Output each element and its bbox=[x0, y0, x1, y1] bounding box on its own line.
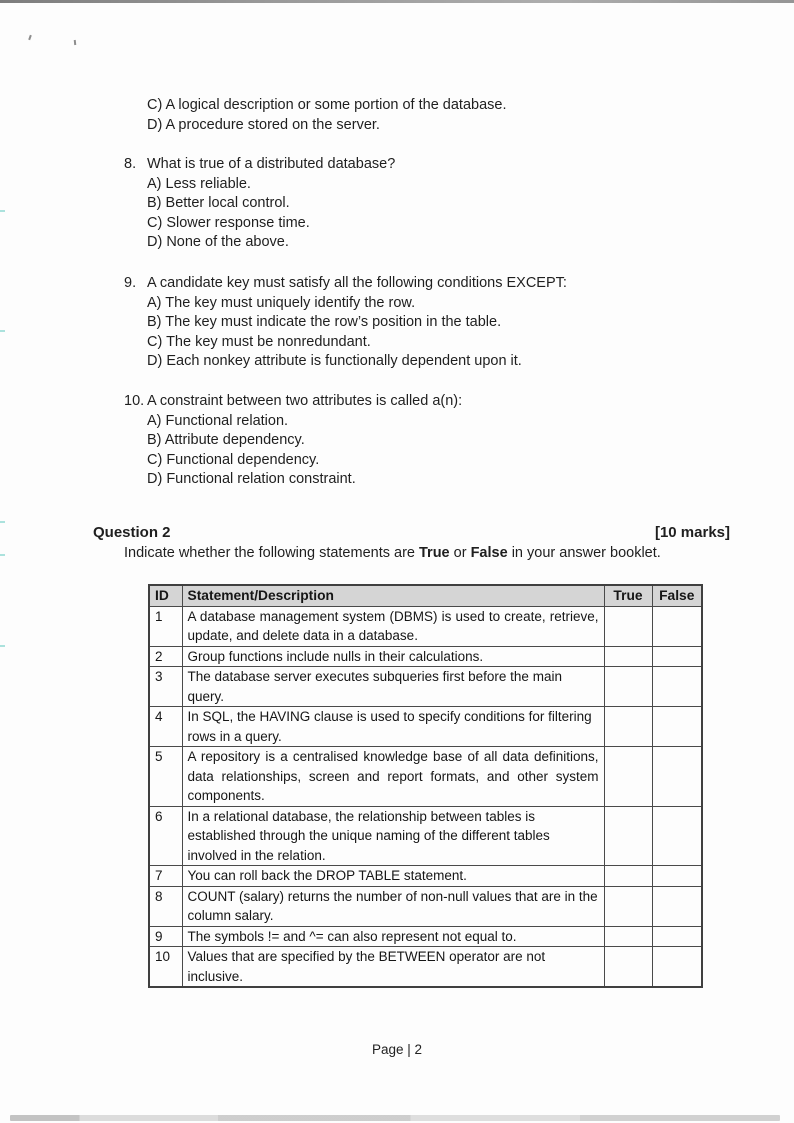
option-line: A) Less reliable. bbox=[147, 175, 251, 192]
statement-cell: COUNT (salary) returns the number of non-null values that are in the column salary. bbox=[182, 886, 604, 926]
question-options bbox=[147, 294, 567, 372]
question-line bbox=[124, 274, 567, 294]
true-answer-cell bbox=[604, 947, 652, 988]
table-row bbox=[149, 747, 702, 807]
question-line bbox=[124, 155, 395, 175]
row-id-cell: 9 bbox=[149, 926, 182, 947]
false-answer-cell bbox=[652, 606, 702, 646]
question-text: What is true of a distributed database? bbox=[147, 156, 396, 172]
option-line: C) A logical description or some portion of the database. bbox=[147, 97, 507, 113]
question7-options-block bbox=[147, 96, 506, 135]
false-answer-cell bbox=[652, 886, 702, 926]
question-block-10 bbox=[124, 392, 462, 490]
question-text: A candidate key must satisfy all the following conditions EXCEPT: bbox=[147, 275, 567, 291]
table-row bbox=[149, 667, 702, 707]
row-id-cell: 8 bbox=[149, 886, 182, 926]
statement-cell: The database server executes subqueries first before the main query. bbox=[182, 667, 604, 707]
true-answer-cell bbox=[604, 606, 652, 646]
question-text: A constraint between two attributes is called a(n): bbox=[147, 393, 463, 409]
question-block-8 bbox=[124, 155, 395, 253]
scan-edge-tick bbox=[0, 554, 5, 556]
question-options bbox=[147, 412, 462, 490]
scan-edge-tick bbox=[0, 210, 5, 212]
false-answer-cell bbox=[652, 947, 702, 988]
true-answer-cell bbox=[604, 886, 652, 926]
question2-header bbox=[93, 524, 730, 541]
row-id-cell: 4 bbox=[149, 707, 182, 747]
row-id-cell: 3 bbox=[149, 667, 182, 707]
option-line: D) None of the above. bbox=[147, 234, 289, 251]
table-row bbox=[149, 866, 702, 887]
row-id-cell: 2 bbox=[149, 646, 182, 667]
table-row bbox=[149, 947, 702, 988]
table-row bbox=[149, 606, 702, 646]
question-block-9 bbox=[124, 274, 567, 372]
option-line: B) The key must indicate the row’s position in the table. bbox=[147, 314, 502, 331]
table-header-statement: Statement/Description bbox=[182, 585, 604, 606]
table-header-row bbox=[149, 585, 702, 606]
scan-top-edge-artifact bbox=[0, 0, 794, 3]
instruction-bold-false: False bbox=[470, 545, 508, 561]
row-id-cell: 5 bbox=[149, 747, 182, 807]
option-line: A) The key must uniquely identify the row. bbox=[147, 294, 416, 311]
question2-instruction bbox=[124, 545, 661, 561]
statement-cell: A database management system (DBMS) is used to create, retrieve, update, and delete data in a database. bbox=[182, 606, 604, 646]
question-number: 9. bbox=[124, 275, 137, 291]
page-footer: Page | 2 bbox=[371, 1042, 423, 1057]
table-header-false: False bbox=[652, 585, 702, 606]
table-row bbox=[149, 707, 702, 747]
true-answer-cell bbox=[604, 646, 652, 667]
row-id-cell: 7 bbox=[149, 866, 182, 887]
question-options bbox=[147, 175, 395, 253]
table-row bbox=[149, 926, 702, 947]
instruction-bold-true: True bbox=[419, 545, 450, 561]
option-line: B) Better local control. bbox=[147, 195, 290, 212]
table-header-true: True bbox=[604, 585, 652, 606]
table-row bbox=[149, 886, 702, 926]
row-id-cell: 6 bbox=[149, 806, 182, 866]
scan-edge-tick bbox=[0, 330, 5, 332]
true-answer-cell bbox=[604, 926, 652, 947]
option-line: D) Each nonkey attribute is functionally dependent upon it. bbox=[147, 353, 522, 370]
statement-cell: Values that are specified by the BETWEEN operator are not inclusive. bbox=[182, 947, 604, 988]
option-line: C) Slower response time. bbox=[147, 214, 310, 231]
table-header-id: ID bbox=[149, 585, 182, 606]
option-line: C) The key must be nonredundant. bbox=[147, 333, 371, 350]
false-answer-cell bbox=[652, 926, 702, 947]
option-line: D) Functional relation constraint. bbox=[147, 471, 356, 488]
scan-speck-artifact bbox=[28, 35, 32, 40]
true-false-table bbox=[148, 584, 703, 988]
statement-cell: Group functions include nulls in their calculations. bbox=[182, 646, 604, 667]
row-id-cell: 1 bbox=[149, 606, 182, 646]
false-answer-cell bbox=[652, 667, 702, 707]
scan-bottom-edge-artifact bbox=[10, 1115, 780, 1121]
row-id-cell: 10 bbox=[149, 947, 182, 988]
statement-cell: You can roll back the DROP TABLE statement. bbox=[182, 866, 604, 887]
question-number: 10. bbox=[124, 393, 145, 409]
true-answer-cell bbox=[604, 667, 652, 707]
instruction-text: Indicate whether the following statements are bbox=[124, 545, 419, 561]
option-line: D) A procedure stored on the server. bbox=[147, 116, 380, 133]
option-line: B) Attribute dependency. bbox=[147, 432, 305, 449]
instruction-text: or bbox=[449, 545, 471, 561]
statement-cell: A repository is a centralised knowledge base of all data definitions, data relationships, screen and report formats, and other system components. bbox=[182, 747, 604, 807]
question-number: 8. bbox=[124, 156, 137, 172]
question2-title: Question 2 bbox=[93, 524, 171, 541]
true-answer-cell bbox=[604, 866, 652, 887]
false-answer-cell bbox=[652, 646, 702, 667]
option-line: C) Functional dependency. bbox=[147, 451, 320, 468]
false-answer-cell bbox=[652, 747, 702, 807]
question2-marks: [10 marks] bbox=[654, 524, 730, 541]
scan-edge-tick bbox=[0, 645, 5, 647]
scan-speck-artifact bbox=[74, 40, 77, 45]
true-answer-cell bbox=[604, 747, 652, 807]
instruction-text: in your answer booklet. bbox=[507, 545, 661, 561]
option-line: A) Functional relation. bbox=[147, 412, 289, 429]
false-answer-cell bbox=[652, 806, 702, 866]
table-row bbox=[149, 806, 702, 866]
scan-edge-tick bbox=[0, 521, 5, 523]
false-answer-cell bbox=[652, 866, 702, 887]
question-line bbox=[124, 392, 462, 412]
false-answer-cell bbox=[652, 707, 702, 747]
statement-cell: The symbols != and ^= can also represent not equal to. bbox=[182, 926, 604, 947]
table-row bbox=[149, 646, 702, 667]
statement-cell: In a relational database, the relationship between tables is established through the unique naming of the different tables involved in the relation. bbox=[182, 806, 604, 866]
statement-cell: In SQL, the HAVING clause is used to specify conditions for filtering rows in a query. bbox=[182, 707, 604, 747]
true-answer-cell bbox=[604, 806, 652, 866]
true-answer-cell bbox=[604, 707, 652, 747]
